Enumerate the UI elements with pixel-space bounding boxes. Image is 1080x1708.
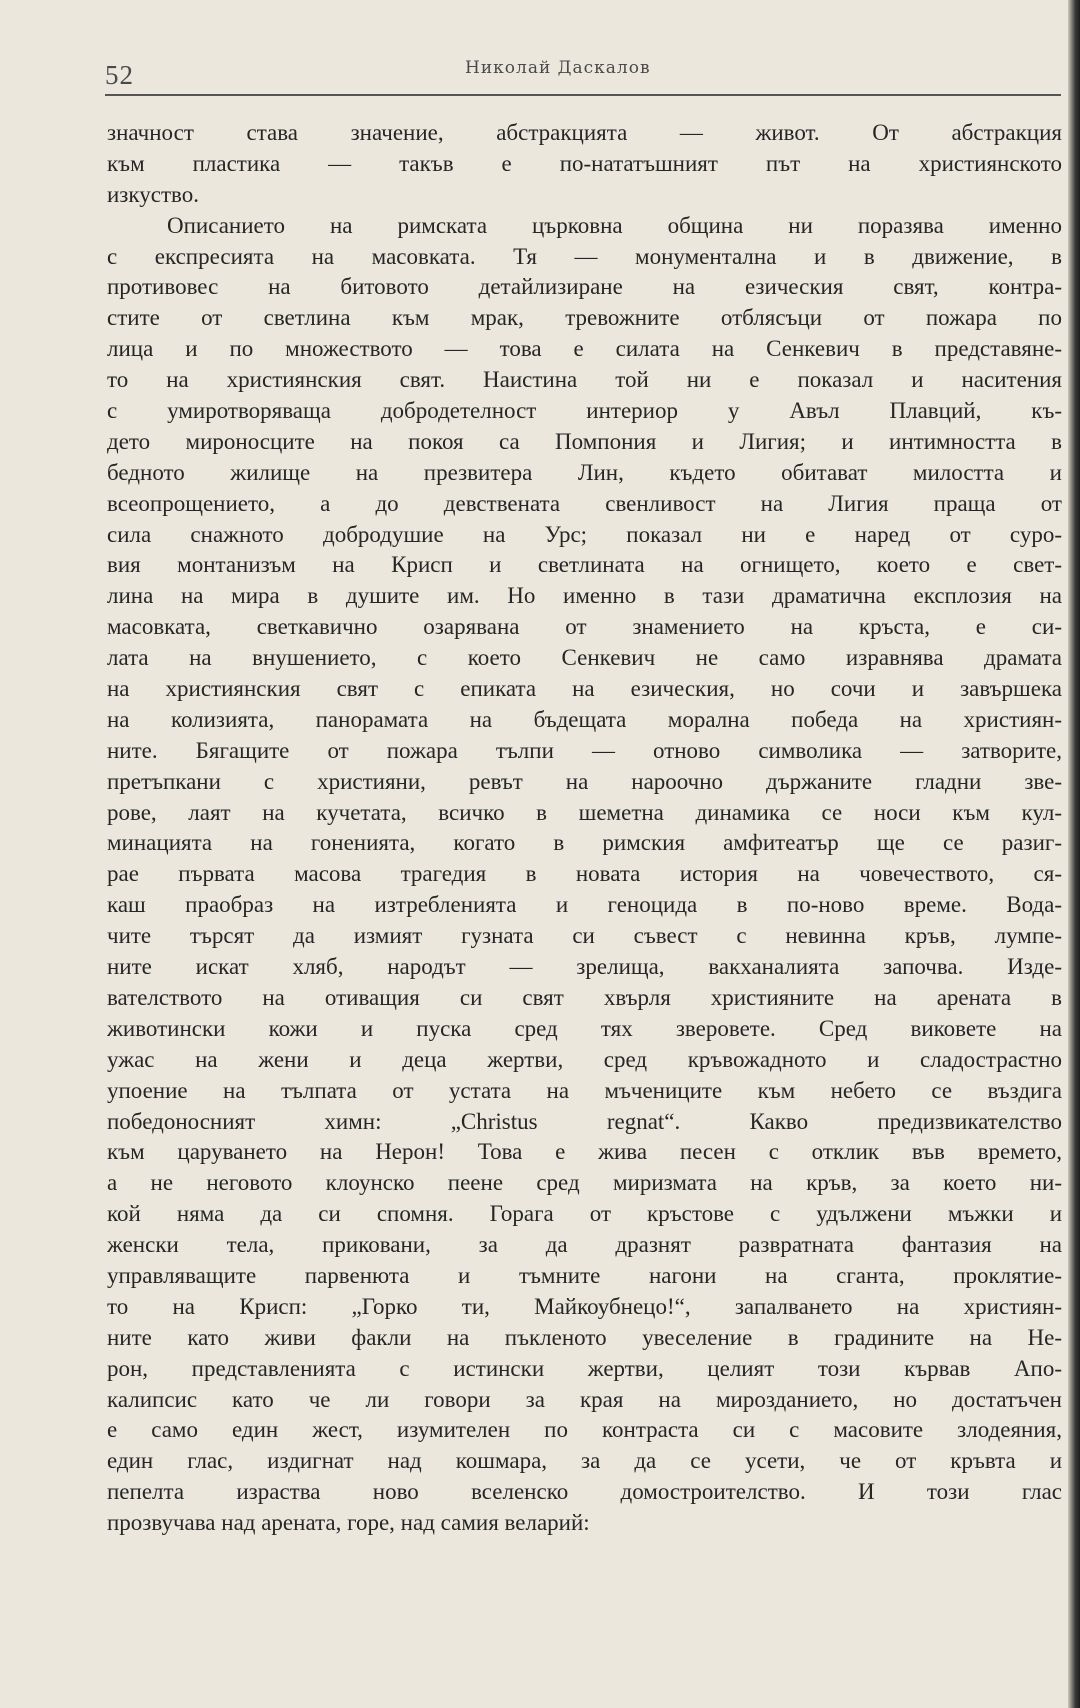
text-line: Описанието на римската църковна община ни поразява именно [167,212,1062,238]
text-line: калипсис като че ли говори за края на мирозданието, но достатъчен [107,1386,1062,1412]
text-line: лата на внушението, с което Сенкевич не само изравнява драмата [107,645,1062,671]
text-line: с експресията на масовката. Тя — монументална и в движение, в [107,243,1062,269]
text-line: то на Крисп: „Горко ти, Майкоубнецо!“, запалването на християн- [107,1293,1062,1319]
page-number: 52 [105,60,134,90]
text-line: ните. Бягащите от пожара тълпи — отново символика — затворите, [107,737,1062,763]
text-line: бедното жилище на презвитера Лин, където обитават милостта и [107,459,1062,485]
header-rule [105,94,1061,96]
text-line: претъпкани с християни, ревът на нароочно държаните гладни зве- [107,768,1062,794]
page-header [105,54,1065,94]
text-line: сила снажното добродушие на Урс; показал ни е наред от суро- [107,521,1062,547]
page-edge-shadow [1068,0,1080,1708]
text-line: един глас, издигнат над кошмара, за да се усети, че от кръвта и [107,1448,1062,1474]
text-line: ните искат хляб, народът — зрелища, вакханалията започва. Изде- [107,954,1062,980]
text-line: вия монтанизъм на Крисп и светлината на огнището, което е свет- [107,552,1062,578]
body-text [107,118,1062,1539]
text-line: а не неговото клоунско пеене сред миризмата на кръв, за което ни- [107,1170,1062,1196]
text-line: минацията на гоненията, когато в римския амфитеатър ще се разиг- [107,830,1062,856]
text-line: ужас на жени и деца жертви, сред кръвожадното и сладострастно [107,1046,1062,1072]
text-line: към пластика — такъв е по-нататъшният път на християнското [107,150,1062,176]
text-line: е само един жест, изумителен по контраста си с масовите злодеяния, [107,1417,1062,1443]
text-line: лица и по множеството — това е силата на Сенкевич в представяне- [107,336,1062,362]
text-line: на християнския свят с епиката на езическия, но сочи и завършека [107,676,1062,702]
text-line: изкуство. [107,181,199,207]
text-line: вателството на отиващия си свят хвърля християните на арената в [107,984,1062,1010]
text-line: женски тела, приковани, за да дразнят развратната фантазия на [107,1232,1062,1258]
text-line: ните като живи факли на пъкленото увеселение в градините на Не- [107,1324,1062,1350]
text-line: стите от светлина към мрак, тревожните отблясъци от пожара по [107,305,1062,331]
text-line: към царуването на Нерон! Това е жива песен с отклик във времето, [107,1139,1062,1165]
text-line: масовката, светкавично озарявана от знамението на кръста, е си- [107,614,1062,640]
text-line: на колизията, панорамата на бъдещата морална победа на християн- [107,706,1062,732]
running-head: Николай Даскалов [465,58,651,78]
text-line: значност става значение, абстракцията — живот. От абстракция [107,120,1062,145]
text-line: всеопрощението, а до девствената свенливост на Лигия праща от [107,490,1062,516]
text-line: кой няма да си спомня. Горага от кръстове с удължени мъжки и [107,1201,1062,1227]
text-line: прозвучава над арената, горе, над самия веларий: [107,1510,590,1536]
text-line: противовес на битовото детайлизиране на езическия свят, контра- [107,274,1062,300]
text-line: рове, лаят на кучетата, всичко в шеметна динамика се носи към кул- [107,799,1062,825]
text-line: рон, представленията с истински жертви, целият този кървав Апо- [107,1355,1062,1381]
text-line: пепелта израства ново вселенско домостроителство. И този глас [107,1479,1062,1505]
text-line: лина на мира в душите им. Но именно в тази драматична експлозия на [107,583,1062,609]
text-line: животински кожи и пуска сред тях зверовете. Сред виковете на [107,1015,1062,1041]
text-line: то на християнския свят. Наистина той ни е показал и наситения [107,367,1062,393]
text-line: дето мироносците на покоя са Помпония и Лигия; и интимността в [107,428,1062,454]
text-line: чите търсят да измият гузната си съвест с невинна кръв, лумпе- [107,923,1062,949]
text-line: управляващите парвенюта и тъмните нагони на сганта, проклятие- [107,1262,1062,1288]
text-line: каш праобраз на изтребленията и геноцида в по-ново време. Вода- [107,892,1062,918]
text-line: с умиротворяваща добродетелност интериор у Авъл Плавций, къ- [107,398,1062,424]
text-line: рае първата масова трагедия в новата история на човечеството, ся- [107,861,1062,887]
text-line: победоносният химн: „Christus regnat“. Какво предизвикателство [107,1108,1062,1134]
text-line: упоение на тълпата от устата на мъчениците към небето се въздига [107,1077,1062,1103]
